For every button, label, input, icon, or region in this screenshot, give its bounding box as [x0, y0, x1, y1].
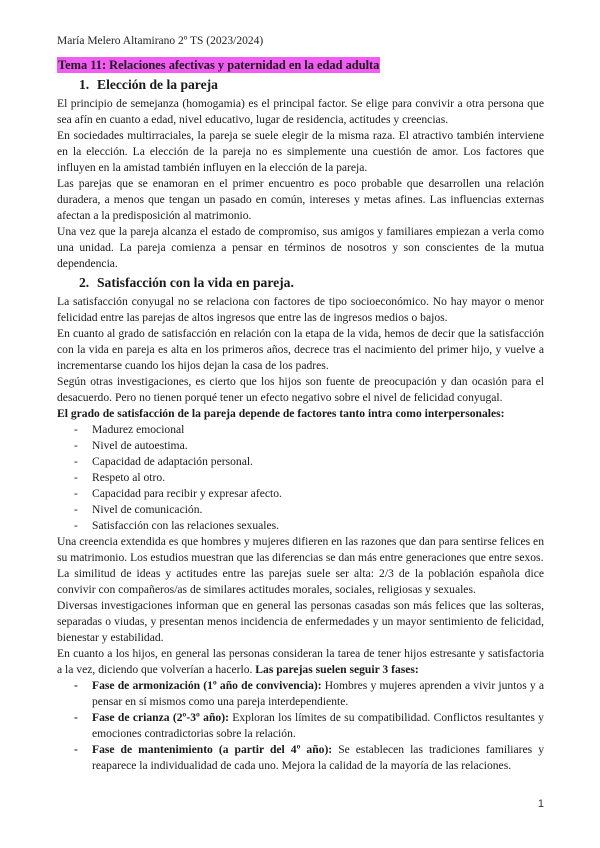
section-heading-1: [57, 76, 544, 94]
list-item: - Satisfacción con las relaciones sexuales.: [74, 519, 280, 532]
phases-list: [57, 678, 544, 774]
factors-heading: El grado de satisfacción de la pareja depende de factores tanto intra como interpersonales:: [57, 407, 505, 420]
page-number: 1: [537, 798, 544, 810]
paragraph: El principio de semejanza (homogamia) es el principal factor. Se elige para convivir a otra persona que sea afín en cuanto a edad, nivel educativo, lugar de residencia, actitudes y creencias.: [57, 97, 544, 126]
paragraph: Una creencia extendida es que hombres y mujeres difieren en las razones que dan para sentirse felices en su matrimonio. Los estudios muestran que las diferencias se dan más entre generaciones que entre sexos.: [57, 535, 544, 564]
section-number-1: 1.: [79, 77, 90, 92]
list-dash: -: [74, 503, 78, 516]
list-dash: -: [74, 439, 78, 452]
paragraph: La similitud de ideas y actitudes entre las parejas suele ser alta: 2/3 de la población española dice convivir con compañeros/as de similares actitudes morales, sociales, religiosas y sexuales.: [57, 567, 544, 596]
list-item: - Capacidad de adaptación personal.: [74, 455, 253, 468]
document-title: Tema 11: Relaciones afectivas y paternidad en la edad adulta: [58, 58, 380, 72]
section-title-2: Satisfacción con la vida en pareja.: [97, 275, 294, 290]
paragraph: Diversas investigaciones informan que en general las personas casadas son más felices que las solteras, separadas o viudas, y presentan menos incidencia de enfermedades y un mayor sentimiento de felicidad, bienestar y estabilidad.: [57, 599, 544, 644]
paragraph: Según otras investigaciones, es cierto que los hijos son fuente de preocupación y dan ocasión para el desacuerdo. Pero no tienen porqué tener un efecto negativo sobre el nivel de felicidad conyugal.: [57, 375, 544, 404]
list-dash: -: [74, 423, 78, 436]
list-item: - Capacidad para recibir y expresar afecto.: [74, 487, 282, 500]
list-dash: -: [74, 471, 78, 484]
phase-name: Fase de mantenimiento (a partir del 4º año):: [92, 743, 333, 756]
list-dash: -: [74, 743, 78, 756]
phases-intro: Las parejas suelen seguir 3 fases:: [255, 663, 419, 676]
phase-name: Fase de crianza (2º-3º año):: [92, 711, 229, 724]
paragraph: Las parejas que se enamoran en el primer encuentro es poco probable que desarrollen una relación duradera, a menos que tengan un pasado en común, intereses y metas afines. Las influencias externas afectan a la predisposición al matrimonio.: [57, 177, 544, 222]
document-body: [57, 57, 544, 774]
phase-name: Fase de armonización (1º año de convivencia):: [92, 679, 322, 692]
section-number-2: 2.: [79, 275, 90, 290]
list-item: - Nivel de comunicación.: [74, 503, 203, 516]
list-dash: -: [74, 679, 78, 692]
factors-list: [57, 422, 544, 534]
paragraph-children: En cuanto a los hijos, en general las personas consideran la tarea de tener hijos estresante y satisfactoria a la vez, diciendo que volverían a hacerlo. Las parejas suelen seguir 3 fases:: [57, 647, 544, 676]
list-dash: -: [74, 519, 78, 532]
paragraph: La satisfacción conyugal no se relaciona con factores de tipo socioeconómico. No hay mayor o menor felicidad entre las parejas de altos ingresos que entre las de ingresos medios o bajos.: [57, 295, 544, 324]
list-dash: -: [74, 487, 78, 500]
paragraph: Una vez que la pareja alcanza el estado de compromiso, sus amigos y familiares empiezan a verla como una unidad. La pareja comienza a pensar en términos de nosotros y son conscientes de la mutua dependencia.: [57, 225, 544, 270]
list-dash: -: [74, 711, 78, 724]
list-item: - Respeto al otro.: [74, 471, 166, 484]
list-item: - Nivel de autoestima.: [74, 439, 188, 452]
list-dash: -: [74, 455, 78, 468]
phase-item: - Fase de mantenimiento (a partir del 4º año): Se establecen las tradiciones familiares y reaparece la individualidad de cada uno. Mejora la calidad de la mayoría de las relaciones.: [74, 743, 544, 772]
page-header: María Melero Altamirano 2º TS (2023/2024): [57, 35, 264, 47]
list-item: - Madurez emocional: [74, 423, 185, 436]
section-heading-2: [57, 274, 544, 292]
phase-item: - Fase de crianza (2º-3º año): Exploran los límites de su compatibilidad. Conflictos resultantes y emociones contradictorias sobre la relación.: [74, 711, 544, 740]
section-title-1: Elección de la pareja: [97, 77, 218, 92]
paragraph: En cuanto al grado de satisfacción en relación con la etapa de la vida, hemos de decir que la satisfacción con la vida en pareja es alta en los primeros años, decrece tras el nacimiento del primer hijo, y vuelve a incrementarse cuando los hijos dejan la casa de los padres.: [57, 327, 544, 372]
paragraph: En sociedades multirraciales, la pareja se suele elegir de la misma raza. El atractivo también interviene en la elección. La elección de la pareja no es simplemente una cuestión de amor. Los factores que influyen en la amistad también influyen en la elección de la pareja.: [57, 129, 544, 174]
phase-item: - Fase de armonización (1º año de convivencia): Hombres y mujeres aprenden a vivir juntos y a pensar en sí mismos como una pareja interdependiente.: [74, 679, 545, 708]
